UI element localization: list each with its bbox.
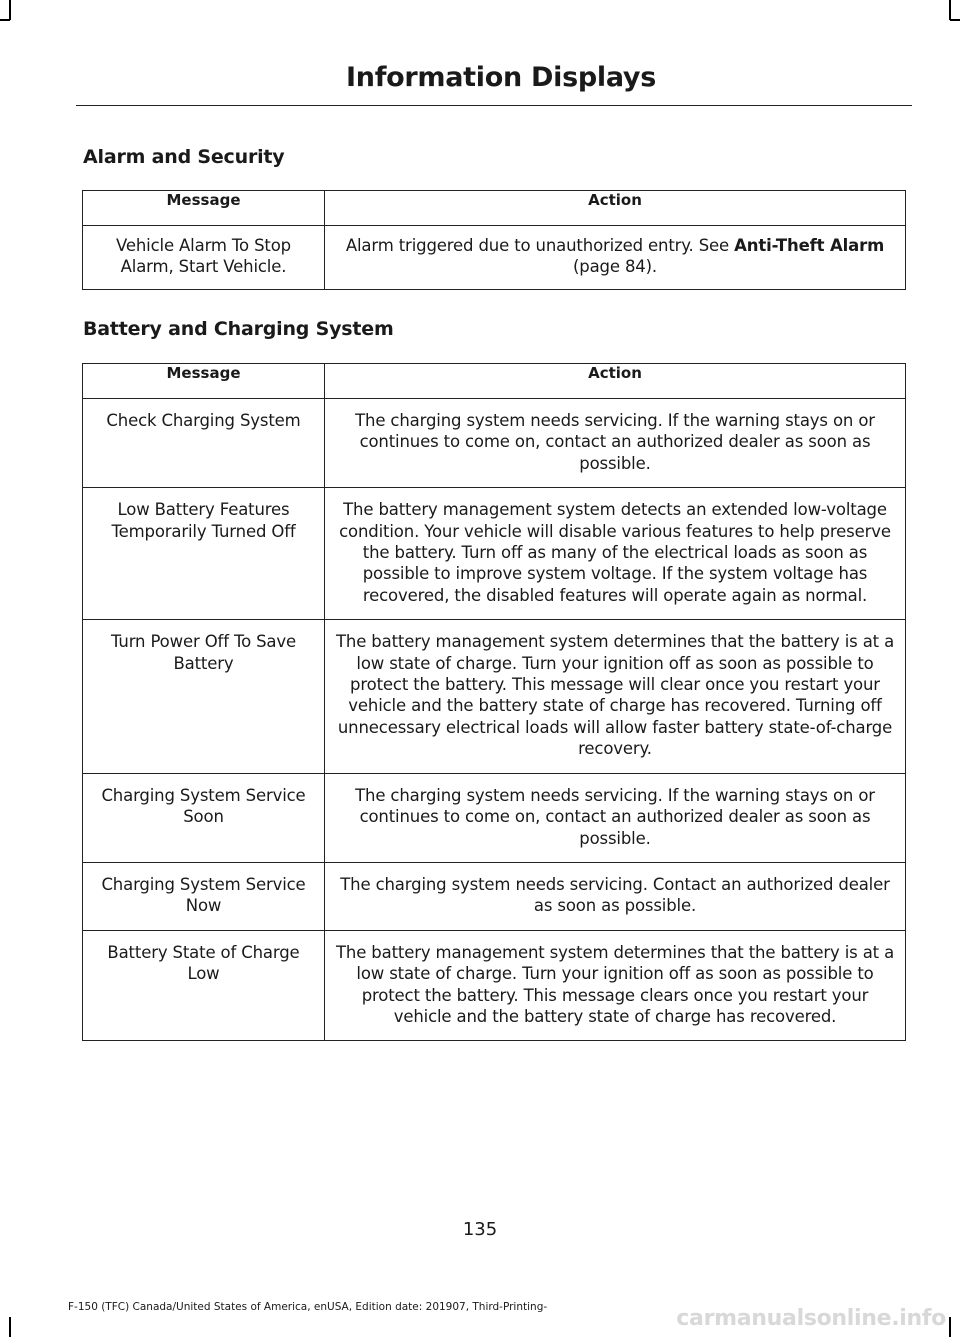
page-reference: (page 84). [572,257,658,277]
table-header-row [83,364,906,399]
table-row [83,862,906,930]
section-title-battery-charging: Battery and Charging System [83,318,394,340]
message-cell: Battery State of Charge Low [83,930,325,1041]
crop-mark-top-left [9,0,11,20]
column-header-action: Action [325,191,906,226]
action-cell: The battery management system determines that the battery is at a low state of charge. Turn your ignition off as soon as possible to protect the battery. This message will clear once you restart your vehicle and the battery state of charge has recovered. Turning off unnecessary electrical loads will allow faster battery state-of-charge recovery. [325,620,906,773]
action-cell [325,226,906,290]
footer-edition-text: F-150 (TFC) Canada/United States of America, enUSA, Edition date: 201907, Third-Printing- [68,1301,548,1313]
page-number: 135 [462,1219,498,1240]
crop-mark-top-left [0,19,10,21]
action-cell: The charging system needs servicing. If the warning stays on or continues to come on, contact an authorized dealer as soon as possible. [325,399,906,488]
action-cell: The charging system needs servicing. If the warning stays on or continues to come on, contact an authorized dealer as soon as possible. [325,773,906,862]
column-header-action: Action [325,364,906,399]
table-header-row [83,191,906,226]
table-row [83,930,906,1041]
battery-charging-table [82,363,906,1041]
page-header-title: Information Displays [346,62,656,93]
crop-mark-bottom-right [949,1317,951,1337]
table-row [83,773,906,862]
action-cell: The battery management system detects an extended low-voltage condition. Your vehicle will disable various features to help preserve the battery. Turn off as many of the electrical loads as soon as possible to improve system voltage. If the system voltage has recovered, the disabled features will operate again as normal. [325,488,906,620]
header-divider [76,105,912,106]
message-cell: Charging System Service Soon [83,773,325,862]
table-row [83,620,906,773]
cross-reference-link[interactable]: Anti-Theft Alarm [734,236,885,255]
action-cell: The charging system needs servicing. Contact an authorized dealer as soon as possible. [325,862,906,930]
crop-mark-top-right [950,19,960,21]
message-cell: Charging System Service Now [83,862,325,930]
action-text: Alarm triggered due to unauthorized entry. See [345,236,735,255]
message-cell: Low Battery Features Temporarily Turned Off [83,488,325,620]
column-header-message: Message [83,364,325,399]
action-cell: The battery management system determines that the battery is at a low state of charge. Turn your ignition off as soon as possible to protect the battery. This message clears once you restart your vehicle and the battery state of charge has recovered. [325,930,906,1041]
section-title-alarm-security: Alarm and Security [83,146,285,168]
message-cell: Vehicle Alarm To Stop Alarm, Start Vehicle. [83,226,325,290]
alarm-security-table [82,190,906,290]
table-row [83,226,906,290]
crop-mark-bottom-left [9,1317,11,1337]
message-cell: Check Charging System [83,399,325,488]
table-row [83,399,906,488]
table-row [83,488,906,620]
watermark: carmanualsonline.info [676,1306,946,1331]
message-cell: Turn Power Off To Save Battery [83,620,325,773]
crop-mark-top-right [949,0,951,20]
column-header-message: Message [83,191,325,226]
